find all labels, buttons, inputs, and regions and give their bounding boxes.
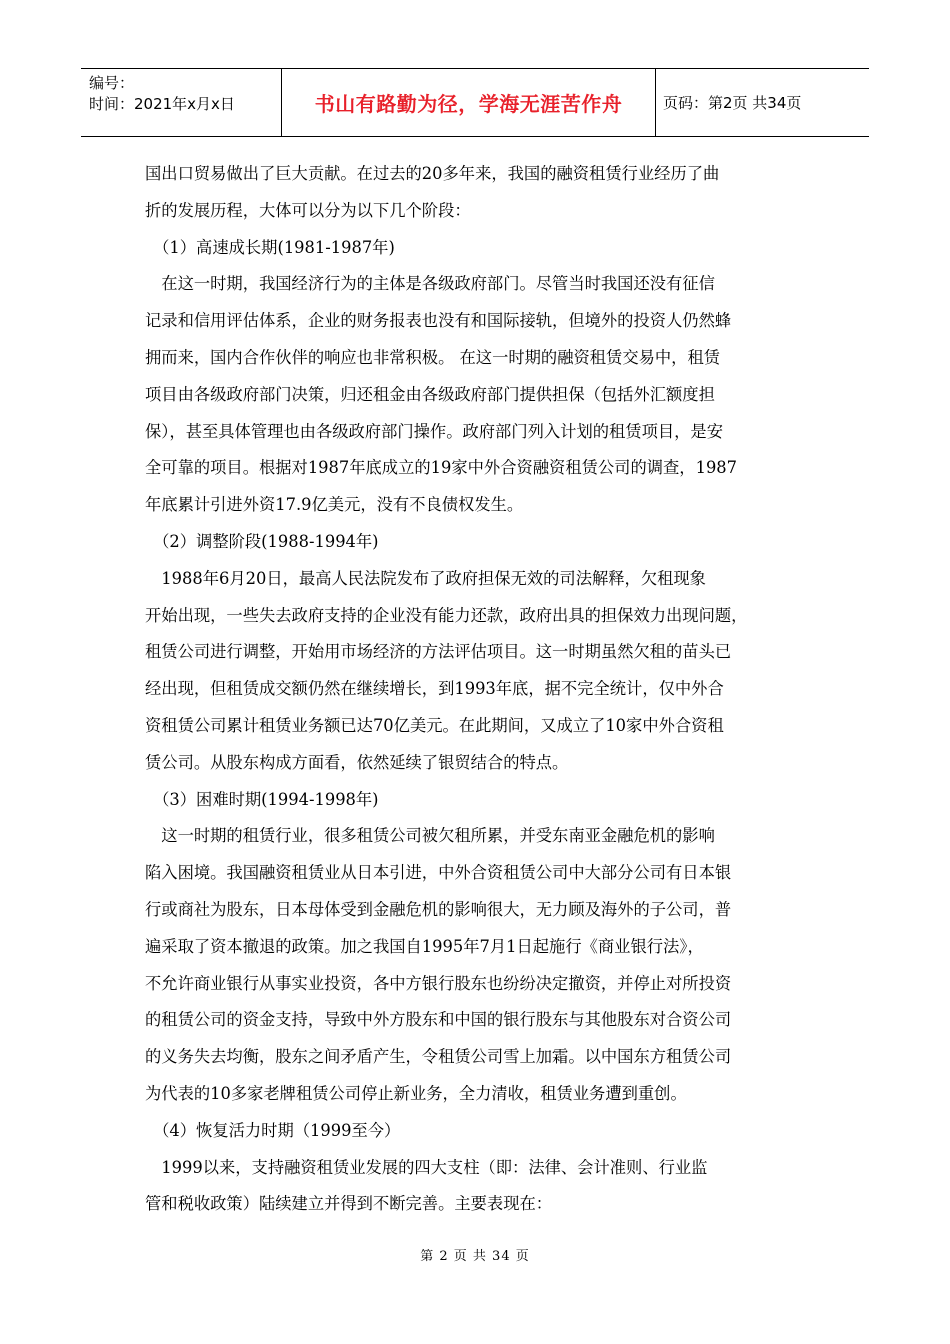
body-line: 经出现，但租赁成交额仍然在继续增长，到1993年底，据不完全统计，仅中外合	[145, 679, 724, 699]
body-line: 记录和信用评估体系，企业的财务报表也没有和国际接轨，但境外的投资人仍然蜂	[145, 311, 732, 331]
body-line: 的义务失去均衡，股东之间矛盾产生，令租赁公司雪上加霜。以中国东方租赁公司	[145, 1047, 732, 1067]
body-line: 开始出现，一些失去政府支持的企业没有能力还款，政府出具的担保效力出现问题，	[145, 605, 748, 625]
body-line: 这一时期的租赁行业，很多租赁公司被欠租所累，并受东南亚金融危机的影响	[145, 826, 715, 846]
header-page-info: 页码：第2页 共34页	[663, 94, 802, 112]
body-line: 的租赁公司的资金支持，导致中外方股东和中国的银行股东与其他股东对合资公司	[145, 1010, 732, 1030]
section-heading-3: （3）困难时期(1994-1998年)	[145, 789, 379, 809]
document-number-label: 编号：	[89, 74, 135, 92]
document-date-label: 时间：2021年x月x日	[89, 95, 235, 113]
body-line: 赁公司。从股东构成方面看，依然延续了银贸结合的特点。	[145, 752, 569, 772]
body-line: 全可靠的项目。根据对1987年底成立的19家中外合资融资租赁公司的调查，1987	[145, 458, 738, 478]
section-heading-1: （1）高速成长期(1981-1987年)	[145, 237, 395, 257]
body-line: 折的发展历程，大体可以分为以下几个阶段：	[145, 200, 471, 220]
body-line: 拥而来，国内合作伙伴的响应也非常积极。 在这一时期的融资租赁交易中，租赁	[145, 347, 721, 367]
body-line: 保），甚至具体管理也由各级政府部门操作。政府部门列入计划的租赁项目，是安	[145, 421, 723, 441]
page-footer: 第 2 页 共 34 页	[420, 1249, 530, 1264]
body-line: 管和税收政策）陆续建立并得到不断完善。主要表现在：	[145, 1194, 553, 1214]
header-meta	[81, 69, 282, 136]
body-line: 行或商社为股东，日本母体受到金融危机的影响很大，无力顾及海外的子公司，普	[145, 899, 732, 919]
body-line: 遍采取了资本撤退的政策。加之我国自1995年7月1日起施行《商业银行法》，	[145, 936, 704, 956]
body-line: 不允许商业银行从事实业投资，各中方银行股东也纷纷决定撤资，并停止对所投资	[145, 973, 732, 993]
body-line: 资租赁公司累计租赁业务额已达70亿美元。在此期间，又成立了10家中外合资租	[145, 715, 724, 735]
body-line: 国出口贸易做出了巨大贡献。在过去的20多年来，我国的融资租赁行业经历了曲	[145, 164, 720, 183]
body-line: 项目由各级政府部门决策，归还租金由各级政府部门提供担保（包括外汇额度担	[145, 384, 715, 404]
page-header	[81, 68, 869, 137]
body-line: 陷入困境。我国融资租赁业从日本引进，中外合资租赁公司中大部分公司有日本银	[145, 863, 732, 883]
header-motto: 书山有路勤为径，学海无涯苦作舟	[282, 69, 656, 136]
document-body	[145, 156, 810, 1223]
body-line: 1988年6月20日，最高人民法院发布了政府担保无效的司法解释，欠租现象	[145, 568, 706, 588]
body-line: 年底累计引进外资17.9亿美元，没有不良债权发生。	[145, 495, 524, 515]
body-line: 1999以来，支持融资租赁业发展的四大支柱（即：法律、会计准则、行业监	[145, 1157, 708, 1177]
body-line: 为代表的10多家老牌租赁公司停止新业务，全力清收，租赁业务遭到重创。	[145, 1083, 687, 1103]
body-line: 在这一时期，我国经济行为的主体是各级政府部门。尽管当时我国还没有征信	[145, 274, 715, 294]
body-line: 租赁公司进行调整，开始用市场经济的方法评估项目。这一时期虽然欠租的苗头已	[145, 642, 732, 662]
section-heading-2: （2）调整阶段(1988-1994年)	[145, 531, 379, 551]
section-heading-4: （4）恢复活力时期（1999至今）	[145, 1120, 401, 1140]
